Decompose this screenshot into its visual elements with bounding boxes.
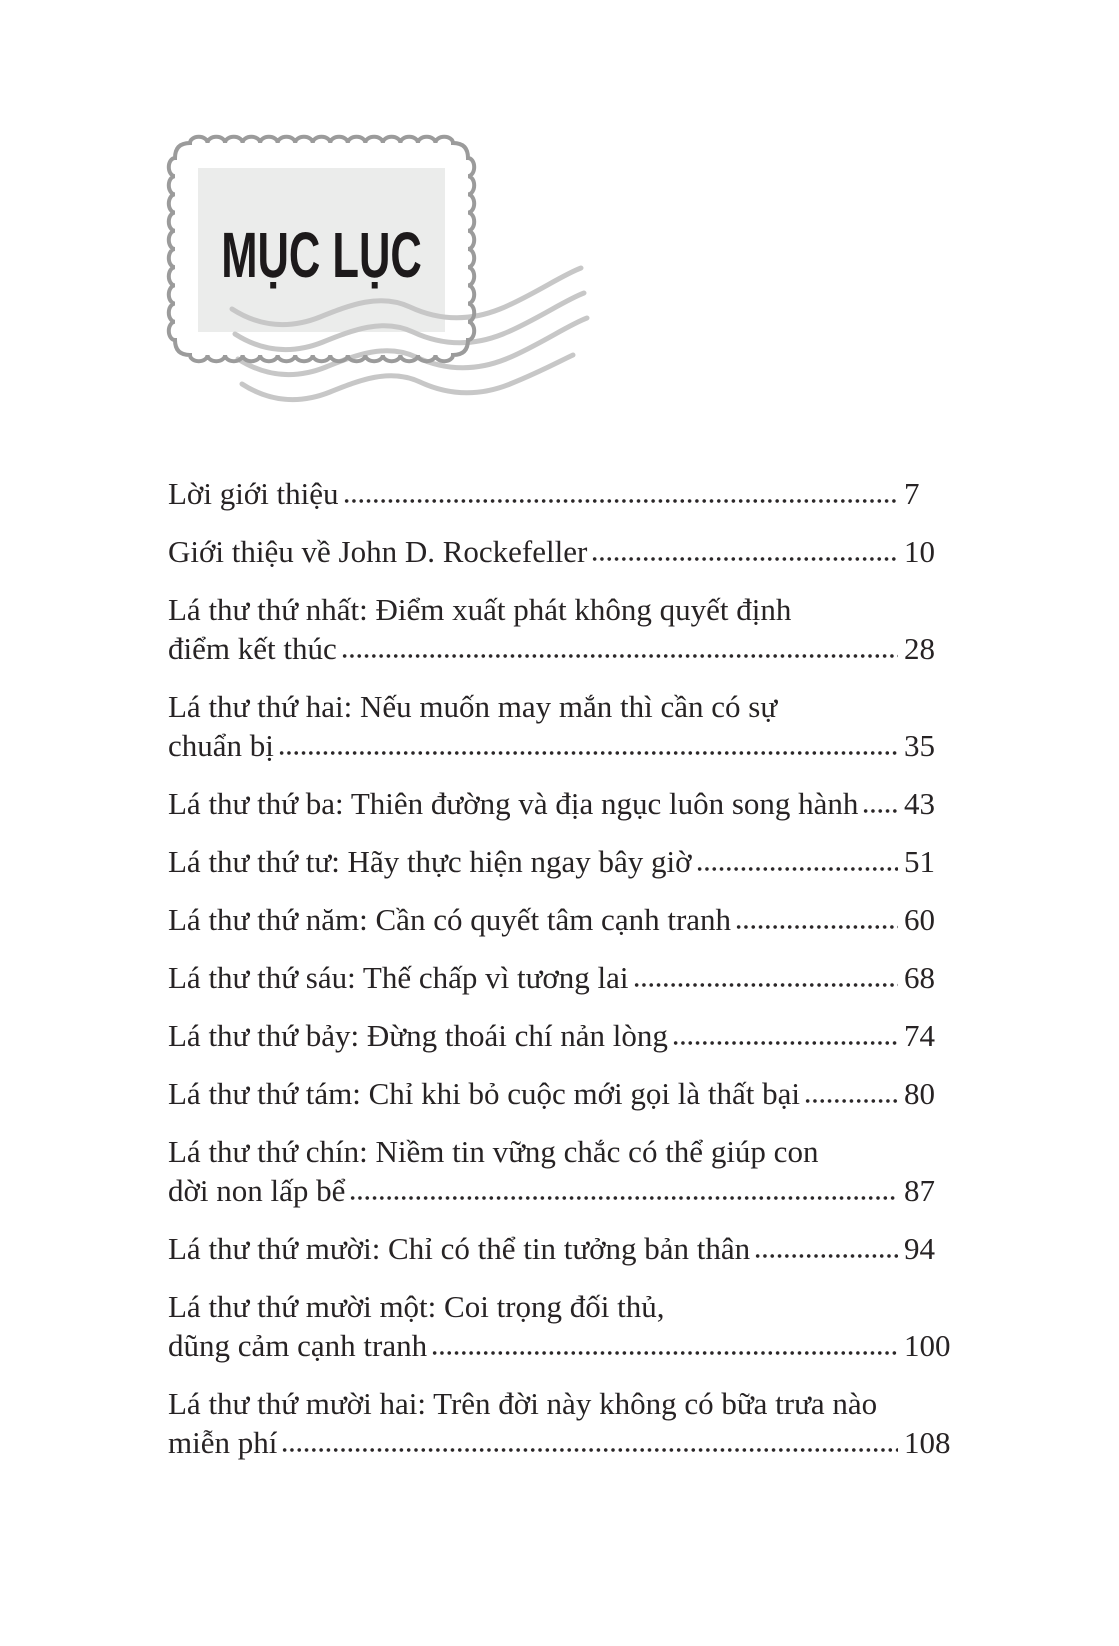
toc-entry	[168, 958, 956, 997]
dot-leader	[591, 556, 898, 562]
toc-page-number: 28	[904, 631, 935, 666]
toc-entry	[168, 687, 956, 765]
toc-entry-title: Lá thư thứ mười một: Coi trọng đối thủ,	[168, 1289, 665, 1324]
toc-entry-title-continued: miễn phí	[168, 1425, 278, 1460]
toc-entry-title: Lá thư thứ bảy: Đừng thoái chí nản lòng	[168, 1018, 668, 1053]
dot-leader	[672, 1040, 898, 1046]
dot-leader	[431, 1350, 898, 1356]
toc-entry-title-continued: điểm kết thúc	[168, 631, 337, 666]
dot-leader	[341, 653, 898, 659]
dot-leader	[278, 750, 898, 756]
toc-entry	[168, 474, 956, 513]
toc-page-number: 80	[904, 1076, 935, 1111]
page-title: MỤC LỤC	[221, 219, 422, 291]
toc-entry	[168, 900, 956, 939]
toc-page-number: 43	[904, 786, 935, 821]
toc-entry	[168, 1287, 956, 1365]
stamp-graphic	[160, 125, 600, 405]
table-of-contents	[168, 474, 956, 1481]
toc-entry-title: Lá thư thứ năm: Cần có quyết tâm cạnh tranh	[168, 902, 732, 937]
toc-page-number: 51	[904, 844, 935, 879]
toc-page-number: 108	[904, 1425, 951, 1460]
toc-entry-title: Lá thư thứ tư: Hãy thực hiện ngay bây giờ	[168, 844, 692, 879]
toc-page-number: 87	[904, 1173, 935, 1208]
toc-page-number: 10	[904, 534, 935, 569]
dot-leader	[696, 866, 898, 872]
toc-entry-title: Lá thư thứ tám: Chỉ khi bỏ cuộc mới gọi là thất bại	[168, 1076, 801, 1111]
toc-entry	[168, 1132, 956, 1210]
toc-page-number: 60	[904, 902, 935, 937]
toc-entry-title: Lá thư thứ hai: Nếu muốn may mắn thì cần có sự	[168, 689, 778, 724]
dot-leader	[349, 1195, 898, 1201]
toc-page-number: 35	[904, 728, 935, 763]
toc-entry	[168, 842, 956, 881]
dot-leader	[804, 1098, 898, 1104]
dot-leader	[633, 982, 898, 988]
toc-page-number: 94	[904, 1231, 935, 1266]
dot-leader	[735, 924, 898, 930]
toc-entry-title: Lá thư thứ mười: Chỉ có thể tin tưởng bản thân	[168, 1231, 751, 1266]
toc-entry-title: Lá thư thứ mười hai: Trên đời này không có bữa trưa nào	[168, 1386, 878, 1421]
dot-leader	[343, 498, 898, 504]
toc-entry	[168, 784, 956, 823]
toc-page-number: 7	[904, 476, 920, 511]
toc-entry	[168, 1074, 956, 1113]
dot-leader	[281, 1447, 898, 1453]
dot-leader	[754, 1253, 898, 1259]
toc-entry	[168, 590, 956, 668]
toc-entry	[168, 1016, 956, 1055]
toc-entry-title: Giới thiệu về John D. Rockefeller	[168, 534, 588, 569]
toc-entry-title-continued: dũng cảm cạnh tranh	[168, 1328, 428, 1363]
page-title-box	[198, 168, 445, 332]
toc-entry-title: Lá thư thứ chín: Niềm tin vững chắc có thể giúp con	[168, 1134, 819, 1169]
toc-page-number: 68	[904, 960, 935, 995]
toc-entry-title: Lá thư thứ sáu: Thế chấp vì tương lai	[168, 960, 629, 995]
toc-entry	[168, 1229, 956, 1268]
toc-entry	[168, 532, 956, 571]
toc-page-number: 74	[904, 1018, 935, 1053]
toc-entry-title: Lá thư thứ nhất: Điểm xuất phát không quyết định	[168, 592, 792, 627]
dot-leader	[862, 808, 898, 814]
toc-entry-title: Lá thư thứ ba: Thiên đường và địa ngục luôn song hành	[168, 786, 859, 821]
toc-entry-title: Lời giới thiệu	[168, 476, 339, 511]
toc-entry	[168, 1384, 956, 1462]
toc-page-number: 100	[904, 1328, 951, 1363]
toc-entry-title-continued: chuẩn bị	[168, 728, 274, 763]
toc-entry-title-continued: dời non lấp bể	[168, 1173, 346, 1208]
